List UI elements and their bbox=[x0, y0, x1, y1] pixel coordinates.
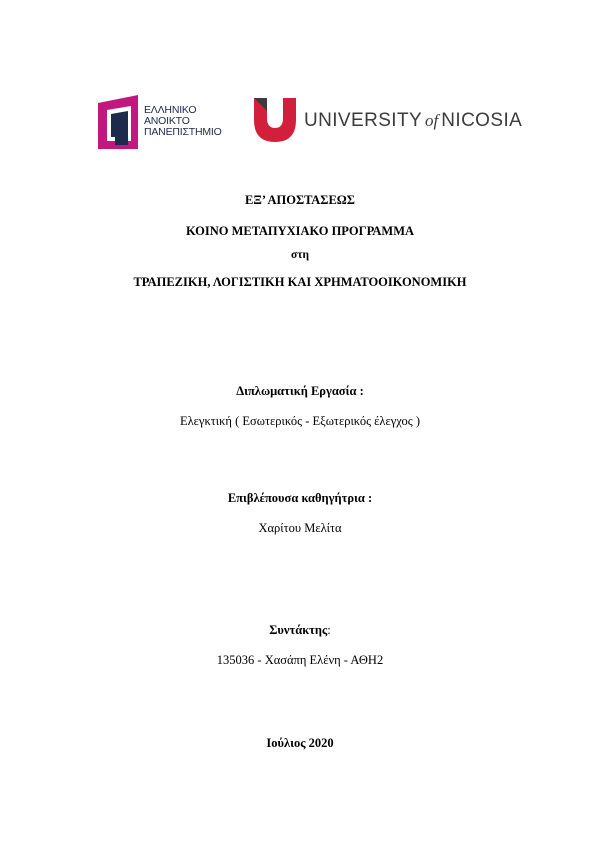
supervisor-label: Επιβλέπουσα καθηγήτρια : bbox=[227, 491, 373, 505]
program-title: ΤΡΑΠΕΖΙΚΗ, ΛΟΓΙΣΤΙΚΗ ΚΑΙ ΧΡΗΜΑΤΟΟΙΚΟΝΟΜΙΚΗ bbox=[133, 275, 467, 289]
eap-line-2: ΑΝΟΙΚΤΟ bbox=[144, 115, 190, 127]
date: Ιούλιος 2020 bbox=[266, 736, 334, 750]
eap-line-3: ΠΑΝΕΠΙΣΤΗΜΙΟ bbox=[144, 126, 222, 138]
eap-logo bbox=[98, 95, 238, 149]
program-mode: ΕΞ’ ΑΠΟΣΤΑΣΕΩΣ bbox=[245, 193, 355, 207]
unic-word-of: of bbox=[425, 111, 439, 130]
author-label-row bbox=[0, 623, 600, 638]
logo-row bbox=[0, 95, 600, 151]
eap-emblem-icon bbox=[98, 95, 142, 149]
program-connector: στη bbox=[290, 249, 310, 261]
eap-logo-text bbox=[144, 105, 222, 138]
thesis-title: Ελεγκτική ( Εσωτερικός - Εξωτερικός έλεγχος ) bbox=[179, 414, 420, 428]
unic-logo bbox=[254, 98, 534, 148]
unic-word-university: UNIVERSITY bbox=[304, 110, 423, 131]
thesis-label: Διπλωματική Εργασία : bbox=[236, 384, 364, 398]
author-name: 135036 - Χασάπη Ελένη - ΑΘΗ2 bbox=[216, 653, 384, 667]
supervisor-name: Χαρίτου Μελίτα bbox=[258, 521, 342, 535]
eap-line-1: ΕΛΛΗΝΙΚΟ bbox=[144, 104, 197, 116]
unic-word-nicosia: NICOSIA bbox=[441, 110, 523, 131]
author-label-colon: : bbox=[327, 623, 331, 637]
unic-shield-icon bbox=[254, 98, 296, 142]
program-type: ΚΟΙΝΟ ΜΕΤΑΠΥΧΙΑΚΟ ΠΡΟΓΡΑΜΜΑ bbox=[185, 224, 415, 238]
author-label: Συντάκτης bbox=[269, 623, 328, 637]
unic-wordmark bbox=[304, 110, 522, 132]
